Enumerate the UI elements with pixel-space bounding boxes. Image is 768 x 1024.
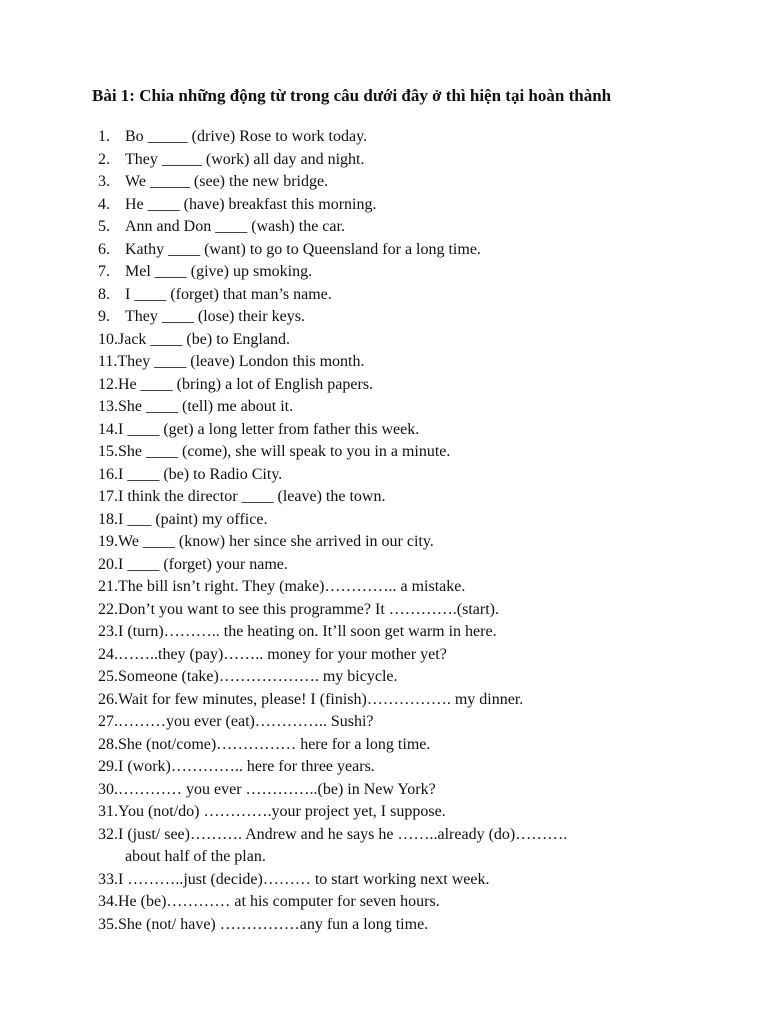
item-text: She (not/come)…………… here for a long time. (118, 735, 431, 753)
item-text: I ____ (forget) your name. (118, 555, 288, 573)
exercise-item (98, 531, 738, 554)
item-text: She ____ (tell) me about it. (118, 398, 294, 415)
exercise-item (98, 644, 738, 667)
exercise-item (98, 149, 738, 172)
item-number: 32. (98, 825, 118, 843)
item-text: I (just/ see)………. Andrew and he says he ……..already (do)………. (118, 825, 568, 843)
exercise-item (98, 621, 738, 644)
item-number: 10. (98, 330, 118, 348)
exercise-item (98, 891, 738, 914)
item-text: ……..they (pay)…….. money for your mother yet? (118, 645, 447, 663)
item-number: 13. (98, 398, 118, 415)
item-number: 16. (98, 465, 118, 483)
item-text: Don’t you want to see this programme? It ………….(start). (118, 600, 499, 618)
exercise-title: Bài 1: Chia những động từ trong câu dưới đây ở thì hiện tại hoàn thành (92, 86, 612, 105)
item-number: 29. (98, 758, 118, 775)
exercise-item (98, 689, 738, 712)
exercise-item (98, 261, 738, 284)
exercise-item (98, 869, 738, 892)
item-text: ………you ever (eat)………….. Sushi? (118, 713, 374, 730)
exercise-item (98, 464, 738, 487)
item-number: 3. (98, 173, 110, 190)
item-text-continuation: about half of the plan. (125, 848, 266, 865)
item-number: 5. (98, 218, 110, 235)
item-number: 30. (98, 780, 118, 798)
item-number: 6. (98, 240, 110, 258)
item-number: 33. (98, 870, 118, 888)
item-number: 21. (98, 578, 118, 595)
item-number: 2. (98, 150, 110, 168)
item-number: 14. (98, 420, 118, 438)
item-number: 12. (98, 375, 118, 393)
item-number: 22. (98, 600, 118, 618)
item-number: 24. (98, 645, 118, 663)
item-number: 1. (98, 128, 110, 145)
item-text: They ____ (leave) London this month. (117, 353, 365, 370)
exercise-item (98, 329, 738, 352)
item-text: Ann and Don ____ (wash) the car. (125, 218, 345, 235)
item-text: I ………..just (decide)……… to start working next week. (118, 870, 490, 888)
item-text: I ____ (forget) that man’s name. (125, 285, 332, 303)
item-number: 35. (98, 915, 118, 933)
item-text: Kathy ____ (want) to go to Queensland for a long time. (125, 240, 481, 258)
item-text: They _____ (work) all day and night. (125, 150, 365, 168)
item-number: 23. (98, 623, 118, 640)
exercise-item (98, 554, 738, 577)
exercise-item (98, 194, 738, 217)
item-text: I ___ (paint) my office. (118, 510, 268, 528)
exercise-item (98, 576, 738, 599)
item-text: Bo _____ (drive) Rose to work today. (125, 128, 368, 145)
exercise-item (98, 419, 738, 442)
item-text: He ____ (have) breakfast this morning. (125, 195, 377, 213)
item-text: ………… you ever …………..(be) in New York? (118, 780, 436, 798)
item-number: 19. (98, 533, 118, 550)
item-text: I ____ (get) a long letter from father this week. (118, 420, 420, 438)
item-number: 18. (98, 510, 118, 528)
item-number: 8. (98, 285, 110, 303)
item-number: 34. (98, 893, 118, 910)
item-text: The bill isn’t right. They (make)………….. a mistake. (118, 578, 466, 595)
item-number: 9. (98, 308, 110, 325)
item-number: 20. (98, 555, 118, 573)
exercise-item (98, 599, 738, 622)
item-number: 27. (98, 713, 118, 730)
exercise-item (98, 374, 738, 397)
exercise-item (98, 509, 738, 532)
exercise-item (98, 914, 738, 937)
exercise-item (98, 779, 738, 802)
item-text: We _____ (see) the new bridge. (125, 173, 329, 190)
exercise-item (98, 351, 738, 374)
exercise-item (98, 396, 738, 419)
item-text: He (be)………… at his computer for seven hours. (118, 893, 440, 910)
item-number: 25. (98, 668, 118, 685)
item-number: 15. (98, 443, 118, 460)
exercise-item (98, 306, 738, 329)
exercise-item (98, 666, 738, 689)
item-text: Wait for few minutes, please! I (finish)……………. my dinner. (118, 690, 524, 708)
item-text: Mel ____ (give) up smoking. (125, 263, 313, 280)
item-number: 11. (98, 353, 118, 370)
item-number: 26. (98, 690, 118, 708)
item-text: She (not/ have) ……………any fun a long time. (118, 915, 429, 933)
item-text: Someone (take)………………. my bicycle. (118, 668, 398, 685)
exercise-item (98, 824, 738, 869)
item-number: 7. (98, 263, 110, 280)
exercise-item (98, 216, 738, 239)
item-number: 31. (98, 803, 118, 820)
item-text: Jack ____ (be) to England. (118, 330, 290, 348)
exercise-list (98, 126, 738, 936)
item-text: They ____ (lose) their keys. (125, 308, 305, 325)
item-number: 4. (98, 195, 110, 213)
item-text: I (turn)……….. the heating on. It’ll soon get warm in here. (118, 623, 497, 640)
item-text: We ____ (know) her since she arrived in our city. (118, 533, 434, 550)
item-number: 28. (98, 735, 118, 753)
exercise-item (98, 284, 738, 307)
exercise-item (98, 734, 738, 757)
exercise-item (98, 171, 738, 194)
exercise-item (98, 239, 738, 262)
exercise-item (98, 441, 738, 464)
exercise-item (98, 711, 738, 734)
item-text: He ____ (bring) a lot of English papers. (118, 375, 374, 393)
exercise-item (98, 801, 738, 824)
exercise-item (98, 486, 738, 509)
item-text: You (not/do) ………….your project yet, I suppose. (118, 803, 446, 820)
item-text: I ____ (be) to Radio City. (118, 465, 283, 483)
exercise-item (98, 756, 738, 779)
item-number: 17. (98, 488, 118, 505)
item-text: I (work)………….. here for three years. (118, 758, 375, 775)
item-text: I think the director ____ (leave) the town. (118, 488, 386, 505)
item-text: She ____ (come), she will speak to you in a minute. (118, 443, 451, 460)
exercise-item (98, 126, 738, 149)
